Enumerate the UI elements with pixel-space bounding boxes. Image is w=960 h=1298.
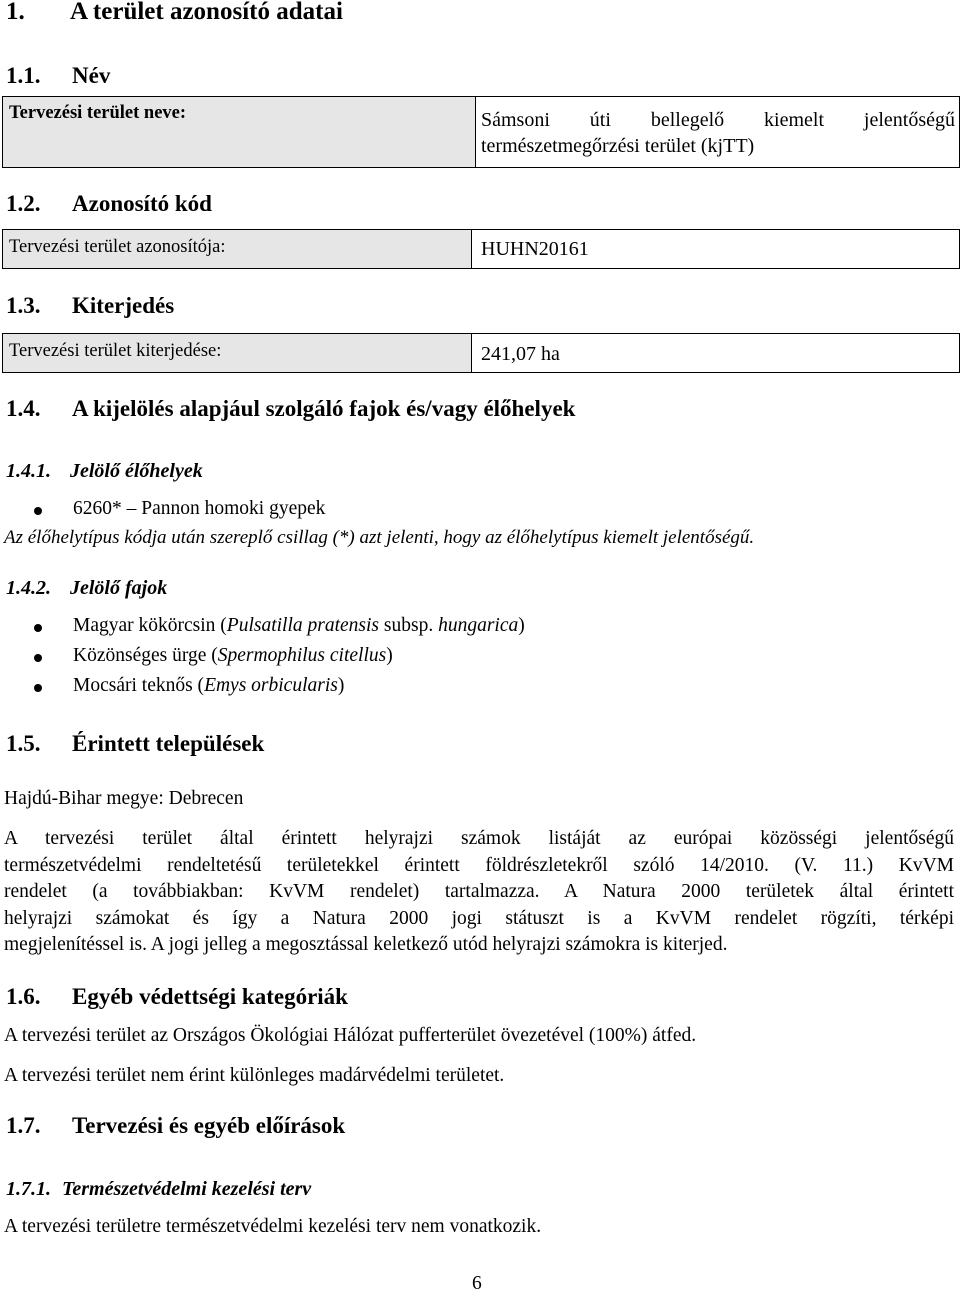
paragraph-network: A tervezési terület az Országos Ökológiai Hálózat pufferterület övezetével (100%) átfed. [4, 1025, 697, 1046]
subsection-heading-1-5 [6, 731, 264, 757]
section-number: 1.6. [6, 984, 41, 1009]
habitat-note: Az élőhelytípus kódja után szereplő csillag (*) azt jelenti, hogy az élőhelytípus kiemelt jelentőségű. [4, 527, 755, 548]
species-subspecies-name: hungarica [438, 615, 519, 636]
species-item [73, 645, 393, 667]
subsection-heading-1-3 [6, 293, 174, 319]
extent-label: Tervezési terület kiterjedése: [3, 334, 472, 372]
subsection-heading-1-4-2 [6, 577, 167, 600]
paragraph-line: helyrajzi számokat és így a Natura 2000 jogi státuszt is a KvVM rendelet rögzíti, térképi [4, 907, 954, 929]
paragraph-bird-area: A tervezési terület nem érint különleges madárvédelmi területet. [4, 1065, 505, 1086]
section-title: Név [72, 63, 111, 88]
section-title: Jelölő fajok [70, 577, 168, 599]
subsection-heading-1-4 [6, 396, 575, 422]
paragraph-parcels [4, 826, 954, 959]
subsection-heading-1-2 [6, 191, 212, 217]
extent-value: 241,07 ha [481, 343, 560, 365]
section-number: 1.7.1. [6, 1178, 51, 1200]
species-common-name: Magyar kökörcsin ( [73, 615, 227, 636]
section-number: 1.4.1. [6, 460, 51, 482]
code-label: Tervezési terület azonosítója: [3, 230, 472, 268]
name-row [2, 96, 960, 168]
species-item [73, 675, 344, 697]
subsection-heading-1-1 [6, 63, 110, 89]
section-number: 1.1. [6, 63, 41, 88]
species-latin-name: Emys orbicularis [204, 675, 338, 696]
subsection-heading-1-7-1 [6, 1178, 311, 1201]
section-number: 1.4.2. [6, 577, 51, 599]
code-value: HUHN20161 [481, 238, 589, 260]
section-title: Természetvédelmi kezelési terv [62, 1178, 312, 1200]
species-close: ) [386, 645, 393, 666]
section-title: Kiterjedés [72, 293, 175, 318]
bullet-icon [34, 507, 42, 515]
section-number: 1.2. [6, 191, 41, 216]
species-latin-name: Pulsatilla pratensis [226, 615, 380, 636]
name-value [481, 107, 955, 159]
section-title: Érintett települések [72, 731, 265, 756]
species-latin-name: Spermophilus citellus [217, 645, 387, 666]
extent-row [2, 333, 960, 373]
habitat-dash: – [126, 498, 137, 519]
section-number: 1. [6, 0, 25, 25]
name-value-line2: természetmegőrzési terület (kjTT) [481, 135, 755, 157]
page-number: 6 [472, 1273, 482, 1294]
section-title: Jelölő élőhelyek [70, 460, 203, 482]
species-item [73, 615, 525, 637]
section-title: Tervezési és egyéb előírások [72, 1113, 346, 1138]
habitat-item [73, 498, 325, 520]
code-row [2, 229, 960, 269]
section-number: 1.4. [6, 396, 41, 421]
subsection-heading-1-6 [6, 984, 348, 1010]
subsection-heading-1-4-1 [6, 460, 203, 483]
bullet-icon [34, 684, 42, 692]
county-line: Hajdú-Bihar megye: Debrecen [4, 788, 244, 809]
paragraph-line: megjelenítéssel is. A jogi jelleg a megosztással keletkező utód helyrajzi számokra is kiterjed. [4, 934, 728, 955]
section-number: 1.3. [6, 293, 41, 318]
habitat-code: 6260* [73, 498, 122, 519]
species-common-name: Mocsári teknős ( [73, 675, 205, 696]
name-label: Tervezési terület neve: [3, 97, 476, 167]
bullet-icon [34, 654, 42, 662]
section-number: 1.7. [6, 1113, 41, 1138]
species-subsp: subsp. [379, 615, 439, 636]
paragraph-line: rendelet (a továbbiakban: KvVM rendelet) tartalmazza. A Natura 2000 területek által érintett [4, 881, 954, 902]
species-common-name: Közönséges ürge ( [73, 645, 218, 666]
paragraph-management-plan: A tervezési területre természetvédelmi kezelési terv nem vonatkozik. [4, 1216, 542, 1237]
section-number: 1.5. [6, 731, 41, 756]
section-heading-1 [6, 0, 343, 26]
section-title: A terület azonosító adatai [70, 0, 343, 25]
bullet-icon [34, 624, 42, 632]
name-value-line1: Sámsoni úti bellegelő kiemelt jelentőségű [481, 109, 955, 131]
subsection-heading-1-7 [6, 1113, 345, 1139]
paragraph-line: természetvédelmi rendeltetésű területekkel érintett földrészletekről szóló 14/2010. (V. 11.) KvVM [4, 854, 954, 876]
section-title: Egyéb védettségi kategóriák [72, 984, 348, 1009]
species-close: ) [337, 675, 345, 696]
section-title: A kijelölés alapjául szolgáló fajok és/vagy élőhelyek [72, 396, 576, 421]
species-close: ) [518, 615, 525, 636]
paragraph-line: A tervezési terület által érintett helyrajzi számok listáját az európai közösségi jelentőségű [4, 828, 954, 849]
habitat-name: Pannon homoki gyepek [141, 498, 326, 519]
section-title: Azonosító kód [72, 191, 212, 216]
